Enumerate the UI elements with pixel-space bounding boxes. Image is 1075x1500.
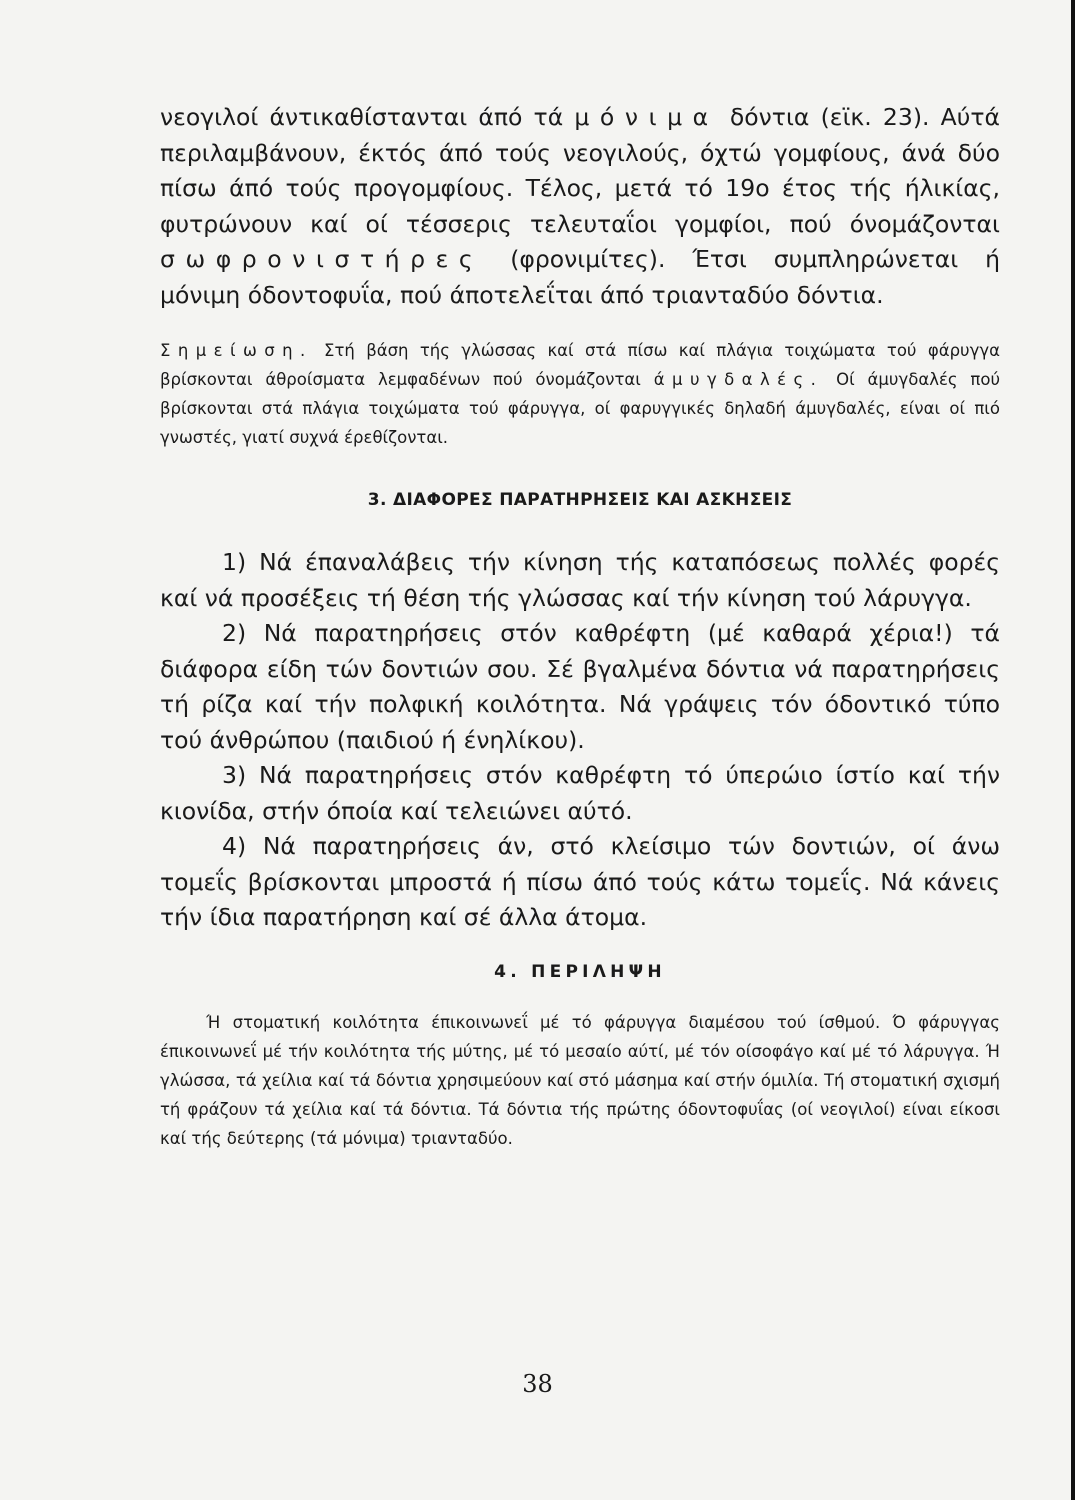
- emphasis-term: άμυγδαλές.: [653, 370, 824, 389]
- paragraph-text: [160, 100, 1000, 313]
- emphasis-term: μόνιμα: [574, 103, 719, 131]
- note-text: [160, 336, 1000, 452]
- emphasis-term: σωφρονιστήρες: [160, 245, 484, 273]
- main-paragraph: [160, 100, 1000, 313]
- summary-text: Ή στοματική κοιλότητα έπικοινωνεΐ μέ τό φάρυγγα διαμέσου τού ίσθμού. Ό φάρυγγας έπικοινωνεΐ μέ τήν κοιλότητα τής μύτης, μέ τό μεσαίο αύτί, μέ τόν οίσοφάγο καί μέ τό λάρυγγα. Ή γλώσσα, τά χείλια καί τά δόντια χρησιμεύουν καί στό μάσημα καί στήν όμιλία. Τή στοματική σχισμή τή φράζουν τά χείλια καί τά δόντια. Τά δόντια τής πρώτης όδοντοφυΐας (οί νεογιλοί) είναι είκοσι καί τής δεύτερης (τά μόνιμα) τριανταδύο.: [160, 1013, 1000, 1148]
- paragraph-part: δόντια (εϊκ. 23). Αύτά περιλαμβάνουν, έκτός άπό τούς νεογιλούς, όχτώ γομφίους, άνά δύο πίσω άπό τούς προγομφίους. Τέλος, μετά τό 19ο έτος τής ήλικίας, φυτρώνουν καί οί τέσσερις τελευταΐοι γομφίοι, πού όνομάζονται: [160, 103, 1000, 238]
- exercise-item: 1) Νά έπαναλάβεις τήν κίνηση τής καταπόσεως πολλές φορές καί νά προσέξεις τή θέση τής γλώσσας καί τήν κίνηση τού λάρυγγα.: [160, 548, 1000, 612]
- note-paragraph: [160, 336, 1000, 452]
- exercise-item: 2) Νά παρατηρήσεις στόν καθρέφτη (μέ καθαρά χέρια!) τά διάφορα είδη τών δοντιών σου. Σέ βγαλμένα δόντια νά παρατηρήσεις τή ρίζα καί τήν πολφική κοιλότητα. Νά γράψεις τόν όδοντικό τύπο τού άνθρώπου (παιδιού ή ένηλίκου).: [160, 619, 1000, 754]
- exercise-item: 3) Νά παρατηρήσεις στόν καθρέφτη τό ύπερώιο ίστίο καί τήν κιονίδα, στήν όποία καί τελειώνει αύτό.: [160, 761, 1000, 825]
- note-part: Οί άμυγδαλές πού βρίσκονται στά πλάγια τοιχώματα τού φάρυγγα, οί φαρυγγικές δηλαδή άμυγδαλές, είναι οί πιό γνωστές, γιατί συχνά έρεθίζονται.: [160, 370, 1001, 447]
- summary-paragraph: [160, 1008, 1000, 1153]
- paragraph-part: νεογιλοί άντικαθίστανται άπό τά: [160, 103, 575, 131]
- paragraph-part: (φρονιμίτες). Έτσι συμπληρώνεται ή μόνιμη όδοντοφυΐα, πού άποτελεΐται άπό τριανταδύο δόντια.: [160, 245, 1000, 309]
- exercise-list: [160, 545, 1000, 936]
- page-number: 38: [522, 1370, 553, 1398]
- section-heading-exercises: 3. ΔΙΑΦΟΡΕΣ ΠΑΡΑΤΗΡΗΣΕΙΣ ΚΑΙ ΑΣΚΗΣΕΙΣ: [367, 490, 793, 510]
- note-part: Στή βάση τής γλώσσας καί στά πίσω καί πλάγια τοιχώματα τού φάρυγγα βρίσκονται άθροίσματα λεμφαδένων πού όνομάζονται: [160, 341, 1000, 389]
- exercise-item: 4) Νά παρατηρήσεις άν, στό κλείσιμο τών δοντιών, οί άνω τομεΐς βρίσκονται μπροστά ή πίσω άπό τούς κάτω τομεΐς. Νά κάνεις τήν ίδια παρατήρηση καί σέ άλλα άτομα.: [160, 832, 1000, 931]
- section-heading-summary: 4. ΠΕΡΙΛΗΨΗ: [494, 962, 666, 982]
- note-label: Σημείωση.: [160, 341, 313, 360]
